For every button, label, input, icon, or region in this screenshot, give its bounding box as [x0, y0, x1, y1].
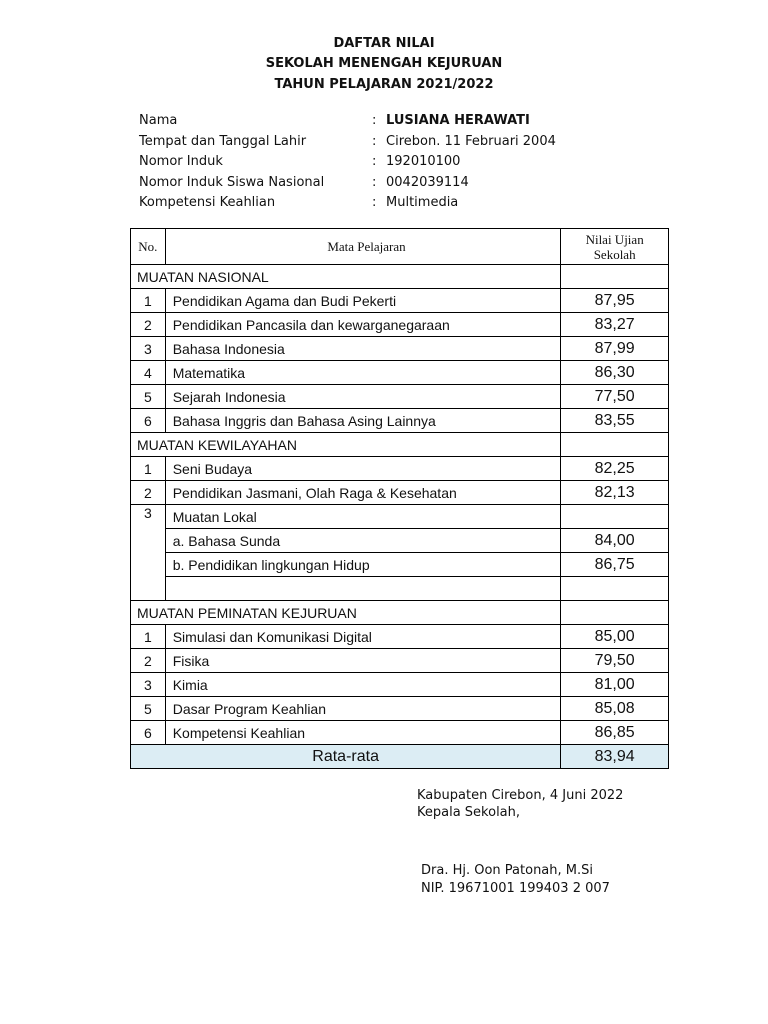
table-row	[131, 529, 669, 553]
empty-cell	[561, 577, 669, 601]
table-row	[131, 721, 669, 745]
table-row	[131, 289, 669, 313]
table-row	[131, 481, 669, 505]
average-label: Rata-rata	[131, 745, 561, 769]
signer-name: Dra. Hj. Oon Patonah, M.Si	[421, 863, 593, 878]
row-subject: Dasar Program Keahlian	[165, 697, 561, 721]
info-value: Multimedia	[386, 195, 459, 211]
section-title-nasional: MUATAN NASIONAL	[131, 265, 561, 289]
average-row	[131, 745, 669, 769]
table-row	[131, 409, 669, 433]
row-subject: a. Bahasa Sunda	[165, 529, 561, 553]
school-type: SEKOLAH MENENGAH KEJURUAN	[265, 56, 503, 71]
signer-role: Kepala Sekolah,	[417, 805, 521, 820]
row-subject: Simulasi dan Komunikasi Digital	[165, 625, 561, 649]
table-row	[131, 385, 669, 409]
row-no: 6	[131, 721, 166, 745]
row-no: 1	[131, 289, 166, 313]
row-score: 84,00	[561, 529, 669, 553]
info-colon: :	[372, 133, 377, 149]
table-row	[131, 313, 669, 337]
student-name: LUSIANA HERAWATI	[386, 113, 530, 128]
row-no: 3	[131, 505, 166, 601]
table-row	[131, 457, 669, 481]
info-label: Nama	[139, 113, 178, 128]
row-score: 86,75	[561, 553, 669, 577]
average-score: 83,94	[561, 745, 669, 769]
place-date: Kabupaten Cirebon, 4 Juni 2022	[417, 788, 624, 803]
section-title-kewilayahan: MUATAN KEWILAYAHAN	[131, 433, 561, 457]
info-value: 192010100	[386, 154, 461, 170]
row-score: 87,99	[561, 337, 669, 361]
academic-year: TAHUN PELAJARAN 2021/2022	[274, 77, 494, 92]
empty-cell	[561, 505, 669, 529]
row-subject: b. Pendidikan lingkungan Hidup	[165, 553, 561, 577]
row-no: 1	[131, 457, 166, 481]
row-score: 82,13	[561, 481, 669, 505]
row-score: 86,85	[561, 721, 669, 745]
table-row	[131, 553, 669, 577]
row-subject: Kompetensi Keahlian	[165, 721, 561, 745]
table-row	[131, 625, 669, 649]
row-subject: Bahasa Indonesia	[165, 337, 561, 361]
signer-nip: NIP. 19671001 199403 2 007	[421, 881, 610, 896]
row-subject: Fisika	[165, 649, 561, 673]
info-colon: :	[372, 174, 377, 190]
empty-cell	[561, 265, 669, 289]
header-subject: Mata Pelajaran	[165, 229, 561, 265]
row-no: 3	[131, 673, 166, 697]
row-no: 3	[131, 337, 166, 361]
row-score: 85,08	[561, 697, 669, 721]
info-colon: :	[372, 154, 377, 170]
table-header-row	[131, 229, 669, 265]
row-score: 85,00	[561, 625, 669, 649]
row-score: 81,00	[561, 673, 669, 697]
doc-title: DAFTAR NILAI	[333, 36, 435, 51]
row-score: 79,50	[561, 649, 669, 673]
row-score: 86,30	[561, 361, 669, 385]
row-score: 82,25	[561, 457, 669, 481]
header-no: No.	[131, 229, 166, 265]
empty-cell	[561, 601, 669, 625]
row-subject: Seni Budaya	[165, 457, 561, 481]
row-no: 2	[131, 313, 166, 337]
row-no: 1	[131, 625, 166, 649]
table-row	[131, 577, 669, 601]
row-no: 5	[131, 385, 166, 409]
row-subject: Pendidikan Agama dan Budi Pekerti	[165, 289, 561, 313]
header-score-line1: Nilai Ujian	[585, 231, 644, 247]
section-title-peminatan: MUATAN PEMINATAN KEJURUAN	[131, 601, 561, 625]
info-label: Nomor Induk Siswa Nasional	[139, 174, 325, 190]
table-row	[131, 649, 669, 673]
row-no: 6	[131, 409, 166, 433]
row-score: 83,55	[561, 409, 669, 433]
empty-cell	[165, 577, 561, 601]
row-subject: Muatan Lokal	[165, 505, 561, 529]
row-no: 2	[131, 481, 166, 505]
row-subject: Matematika	[165, 361, 561, 385]
row-no: 2	[131, 649, 166, 673]
empty-cell	[561, 433, 669, 457]
section-row	[131, 265, 669, 289]
row-no: 5	[131, 697, 166, 721]
info-value: Cirebon. 11 Februari 2004	[386, 133, 556, 149]
info-colon: :	[372, 195, 377, 211]
row-no: 4	[131, 361, 166, 385]
row-subject: Sejarah Indonesia	[165, 385, 561, 409]
info-value: 0042039114	[386, 174, 469, 190]
row-subject: Kimia	[165, 673, 561, 697]
header-score	[561, 229, 669, 265]
header-score-line2: Sekolah	[593, 246, 636, 262]
row-subject: Pendidikan Jasmani, Olah Raga & Kesehatan	[165, 481, 561, 505]
grades-table	[130, 228, 669, 769]
row-score: 87,95	[561, 289, 669, 313]
info-label: Kompetensi Keahlian	[139, 195, 276, 211]
table-row	[131, 673, 669, 697]
row-subject: Bahasa Inggris dan Bahasa Asing Lainnya	[165, 409, 561, 433]
info-label: Tempat dan Tanggal Lahir	[139, 133, 307, 149]
table-row	[131, 505, 669, 529]
table-row	[131, 361, 669, 385]
row-score: 77,50	[561, 385, 669, 409]
info-label: Nomor Induk	[139, 154, 223, 170]
table-row	[131, 697, 669, 721]
row-subject: Pendidikan Pancasila dan kewarganegaraan	[165, 313, 561, 337]
section-row	[131, 601, 669, 625]
info-colon: :	[372, 113, 377, 128]
table-row	[131, 337, 669, 361]
row-score: 83,27	[561, 313, 669, 337]
section-row	[131, 433, 669, 457]
